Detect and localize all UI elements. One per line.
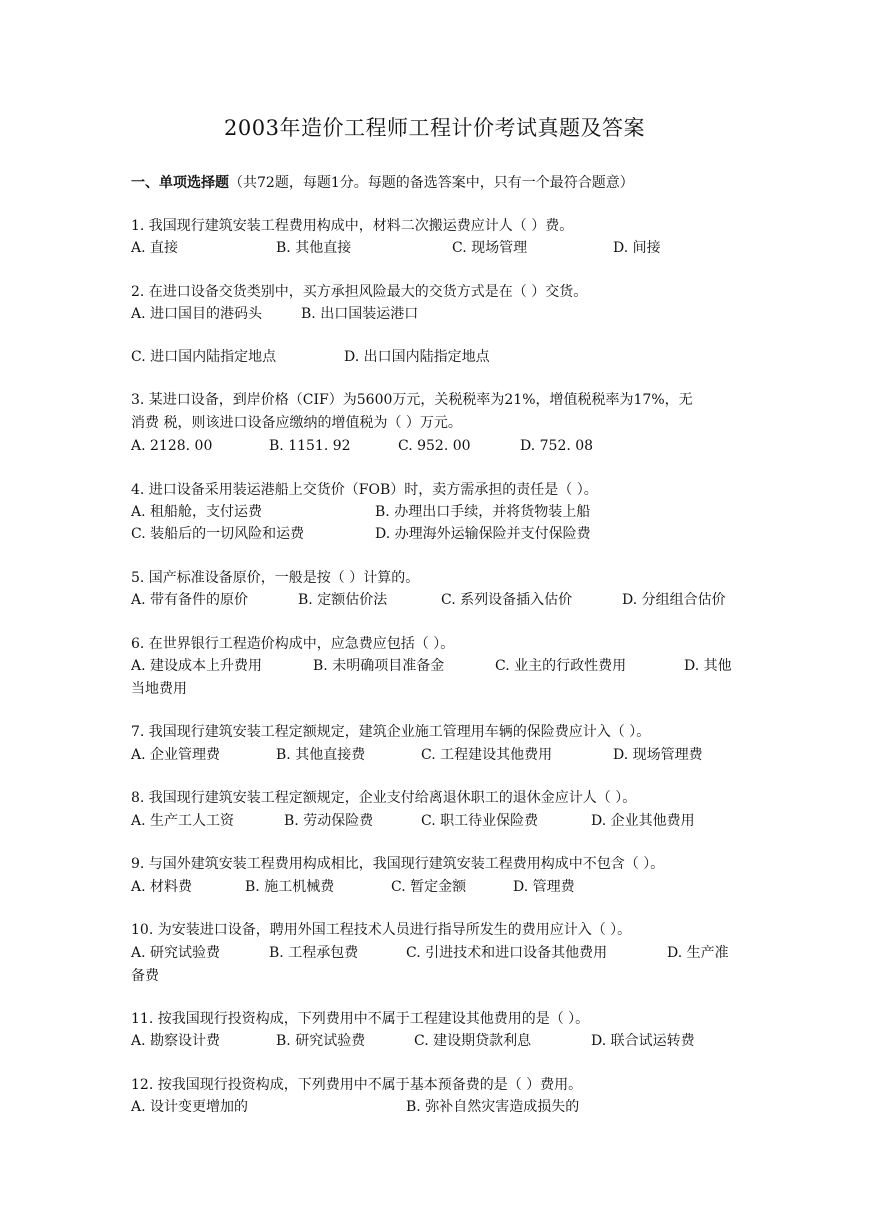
question-5-option-b: B. 定额估价法 bbox=[298, 592, 388, 608]
question-1-option-b: B. 其他直接 bbox=[276, 240, 352, 256]
question-3-option-a: A. 2128. 00 bbox=[131, 438, 213, 454]
question-10-stem: 10. 为安装进口设备，聘用外国工程技术人员进行指导所发生的费用应计入（ ）。 bbox=[131, 922, 632, 938]
question-4-option-b: B. 办理出口手续，并将货物装上船 bbox=[375, 504, 591, 520]
question-6-option-b: B. 未明确项目准备金 bbox=[313, 658, 445, 674]
document-title: 2003年造价工程师工程计价考试真题及答案 bbox=[224, 116, 645, 140]
question-2-stem: 2. 在进口设备交货类别中，买方承担风险最大的交货方式是在（ ）交货。 bbox=[131, 284, 588, 300]
question-3-stem-line-2: 消费 税，则该进口设备应缴纳的增值税为（ ）万元。 bbox=[131, 415, 462, 431]
question-11-option-a: A. 勘察设计费 bbox=[131, 1033, 221, 1049]
question-2-option-c: C. 进口国内陆指定地点 bbox=[131, 349, 277, 365]
section-heading: 一、单项选择题 bbox=[131, 175, 229, 191]
question-1-stem: 1. 我国现行建筑安装工程费用构成中，材料二次搬运费应计人（ ）费。 bbox=[131, 218, 574, 234]
question-11-option-c: C. 建设期贷款利息 bbox=[414, 1033, 532, 1049]
question-3-stem: 3. 某进口设备，到岸价格（CIF）为5600万元，关税税率为21%，增值税税率为17%，无 bbox=[131, 392, 693, 408]
question-7-option-a: A. 企业管理费 bbox=[131, 747, 221, 763]
question-5-option-c: C. 系列设备插入估价 bbox=[441, 592, 573, 608]
question-5-option-d: D. 分组组合估价 bbox=[622, 592, 726, 608]
question-1-option-c: C. 现场管理 bbox=[452, 240, 528, 256]
question-1-option-a: A. 直接 bbox=[131, 240, 179, 256]
question-9-option-b: B. 施工机械费 bbox=[245, 879, 335, 895]
question-10-option-a: A. 研究试验费 bbox=[131, 945, 221, 961]
question-2-option-b: B. 出口国装运港口 bbox=[301, 306, 419, 322]
question-9-option-a: A. 材料费 bbox=[131, 879, 193, 895]
question-4-option-d: D. 办理海外运输保险并支付保险费 bbox=[375, 526, 591, 542]
question-7-option-c: C. 工程建设其他费用 bbox=[421, 747, 553, 763]
question-10-option-b: B. 工程承包费 bbox=[269, 945, 359, 961]
question-6-stem: 6. 在世界银行工程造价构成中，应急费应包括（ ）。 bbox=[131, 636, 455, 652]
question-6-option-c: C. 业主的行政性费用 bbox=[495, 658, 627, 674]
question-10-option-c: C. 引进技术和进口设备其他费用 bbox=[406, 945, 608, 961]
question-10-continuation: 备费 bbox=[131, 968, 159, 984]
question-3-option-d: D. 752. 08 bbox=[520, 438, 594, 454]
question-9-option-d: D. 管理费 bbox=[513, 879, 575, 895]
question-11-stem: 11. 按我国现行投资构成，下列费用中不属于工程建设其他费用的是（ ）。 bbox=[131, 1011, 590, 1027]
question-2-option-d: D. 出口国内陆指定地点 bbox=[344, 349, 490, 365]
question-9-stem: 9. 与国外建筑安装工程费用构成相比，我国现行建筑安装工程费用构成中不包含（ ）。 bbox=[131, 856, 665, 872]
question-7-option-b: B. 其他直接费 bbox=[276, 747, 366, 763]
section-note: （共72题，每题1分。每题的备选答案中，只有一个最符合题意） bbox=[229, 175, 634, 191]
question-4-option-a: A. 租船舱，支付运费 bbox=[131, 504, 263, 520]
question-3-option-b: B. 1151. 92 bbox=[269, 438, 351, 454]
question-12-option-a: A. 设计变更增加的 bbox=[131, 1099, 249, 1115]
question-8-option-d: D. 企业其他费用 bbox=[591, 813, 695, 829]
question-5-option-a: A. 带有备件的原价 bbox=[131, 592, 249, 608]
question-11-option-b: B. 研究试验费 bbox=[276, 1033, 366, 1049]
question-10-option-d: D. 生产准 bbox=[667, 945, 729, 961]
section-header bbox=[131, 172, 634, 194]
question-7-option-d: D. 现场管理费 bbox=[613, 747, 703, 763]
question-11-option-d: D. 联合试运转费 bbox=[591, 1033, 695, 1049]
question-8-option-b: B. 劳动保险费 bbox=[284, 813, 374, 829]
question-8-stem: 8. 我国现行建筑安装工程定额规定，企业支付给离退休职工的退休金应计人（ ）。 bbox=[131, 790, 637, 806]
question-5-stem: 5. 国产标准设备原价，一般是按（ ）计算的。 bbox=[131, 570, 420, 586]
question-6-option-d: D. 其他 bbox=[684, 658, 732, 674]
question-9-option-c: C. 暂定金额 bbox=[391, 879, 467, 895]
question-6-continuation: 当地费用 bbox=[131, 681, 187, 697]
question-12-option-b: B. 弥补自然灾害造成损失的 bbox=[406, 1099, 580, 1115]
question-3-option-c: C. 952. 00 bbox=[398, 438, 471, 454]
question-4-stem: 4. 进口设备采用装运港船上交货价（FOB）时，卖方需承担的责任是（ ）。 bbox=[131, 482, 598, 498]
question-12-stem: 12. 按我国现行投资构成，下列费用中不属于基本预备费的是（ ）费用。 bbox=[131, 1077, 583, 1093]
question-4-option-c: C. 装船后的一切风险和运费 bbox=[131, 526, 305, 542]
question-2-option-a: A. 进口国目的港码头 bbox=[131, 306, 263, 322]
question-8-option-c: C. 职工待业保险费 bbox=[421, 813, 539, 829]
question-6-option-a: A. 建设成本上升费用 bbox=[131, 658, 263, 674]
question-7-stem: 7. 我国现行建筑安装工程定额规定，建筑企业施工管理用车辆的保险费应计入（ ）。 bbox=[131, 724, 651, 740]
question-8-option-a: A. 生产工人工资 bbox=[131, 813, 235, 829]
question-1-option-d: D. 间接 bbox=[613, 240, 661, 256]
